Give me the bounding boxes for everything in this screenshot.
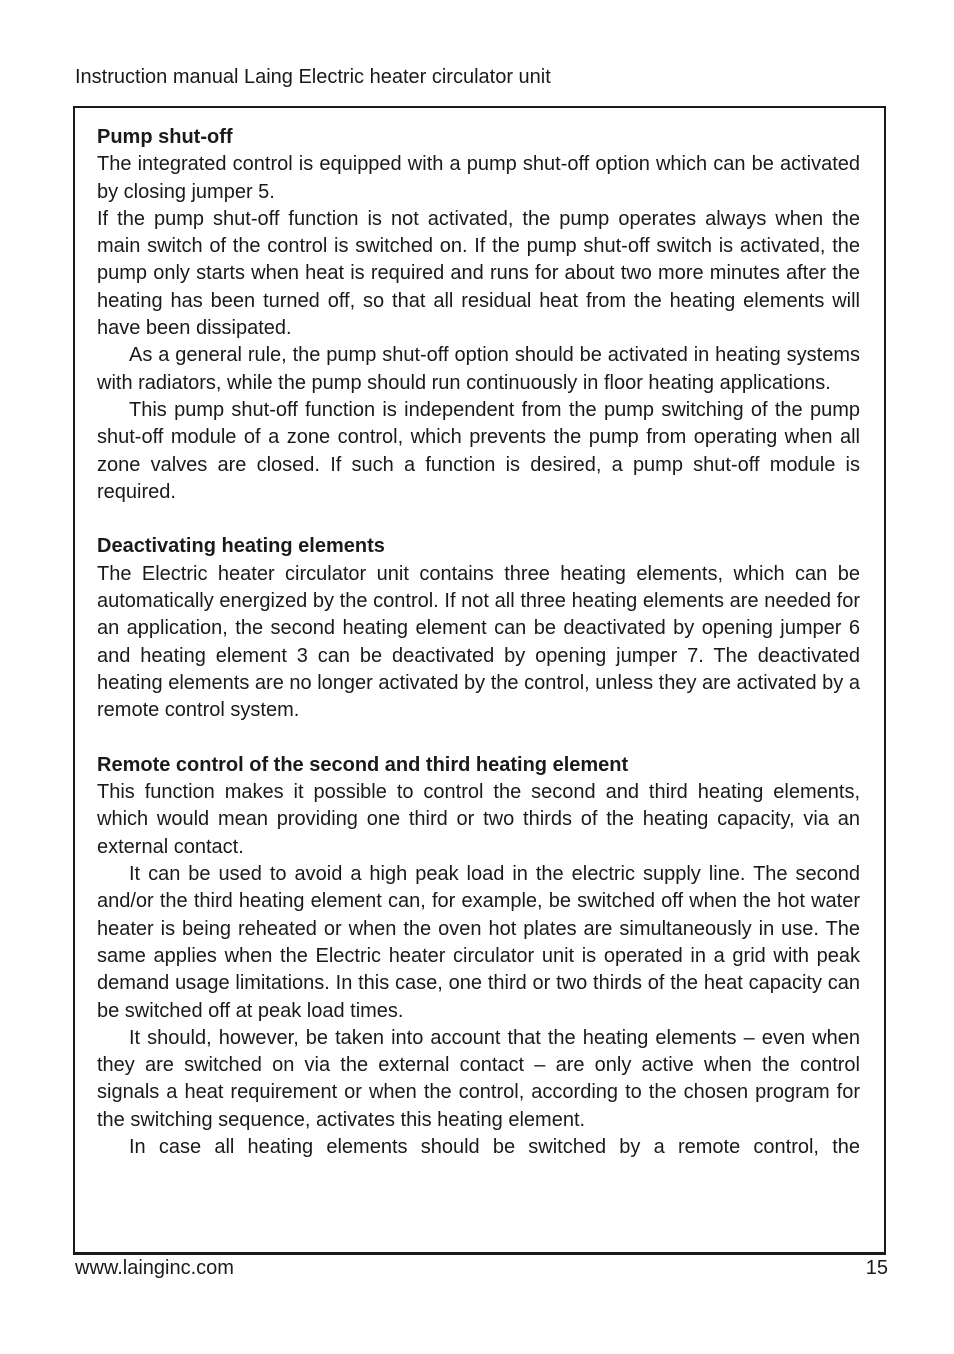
running-header: Instruction manual Laing Electric heater circulator unit bbox=[75, 66, 551, 88]
paragraph: In case all heating elements should be switched by a remote control, the bbox=[129, 1135, 860, 1158]
paragraph: The integrated control is equipped with a pump shut-off option which can be activated by closing jumper 5. bbox=[97, 153, 860, 203]
paragraph: It can be used to avoid a high peak load in the electric supply line. The second and/or the third heating element can, for example, be switched off when the hot water heater is being reheated or when the oven hot plates are simultaneously in use. The same applies when the Electric heater circulator unit is operated in a grid with peak demand usage limitations. In this case, one third or two thirds of the heat capacity can be switched off at peak load times. bbox=[97, 863, 860, 1022]
paragraph: This function makes it possible to control the second and third heating elements, which would mean providing one third or two thirds of the heating capacity, via an external contact. bbox=[97, 781, 860, 858]
footer-url: www.lainginc.com bbox=[75, 1257, 234, 1279]
content-body bbox=[97, 124, 860, 1161]
paragraph: If the pump shut-off function is not activated, the pump operates always when the main switch of the control is switched on. If the pump shut-off switch is activated, the pump only starts when heat is required and runs for about two more minutes after the heating has been turned off, so that all residual heat from the heating elements will have been dissipated. bbox=[97, 207, 860, 340]
paragraph: This pump shut-off function is independent from the pump switching of the pump shut-off module of a zone control, which prevents the pump from operating when all zone valves are closed. If such a function is desired, a pump shut-off module is required. bbox=[97, 398, 860, 503]
section-heading-remote-control: Remote control of the second and third heating element bbox=[97, 753, 629, 776]
paragraph: It should, however, be taken into account that the heating elements – even when they are switched on via the external contact – are only active when the control signals a heat requirement or when the control, according to the chosen program for the switching sequence, activates this heating element. bbox=[97, 1026, 860, 1131]
content-box bbox=[73, 106, 886, 1255]
section-spacer bbox=[97, 506, 860, 533]
section-heading-deactivating-heating-elements: Deactivating heating elements bbox=[97, 535, 385, 558]
page-number: 15 bbox=[865, 1257, 888, 1279]
paragraph: The Electric heater circulator unit contains three heating elements, which can be automatically energized by the control. If not all three heating elements are needed for an application, the second heating element can be deactivated by opening jumper 6 and heating element 3 can be deactivated by opening jumper 7. The deactivated heating elements are no longer activated by the control, unless they are activated by a remote control system. bbox=[97, 562, 860, 722]
paragraph: As a general rule, the pump shut-off option should be activated in heating systems with radiators, while the pump should run continuously in floor heating applications. bbox=[97, 344, 860, 394]
section-spacer bbox=[97, 725, 860, 752]
section-heading-pump-shut-off: Pump shut-off bbox=[97, 126, 233, 148]
